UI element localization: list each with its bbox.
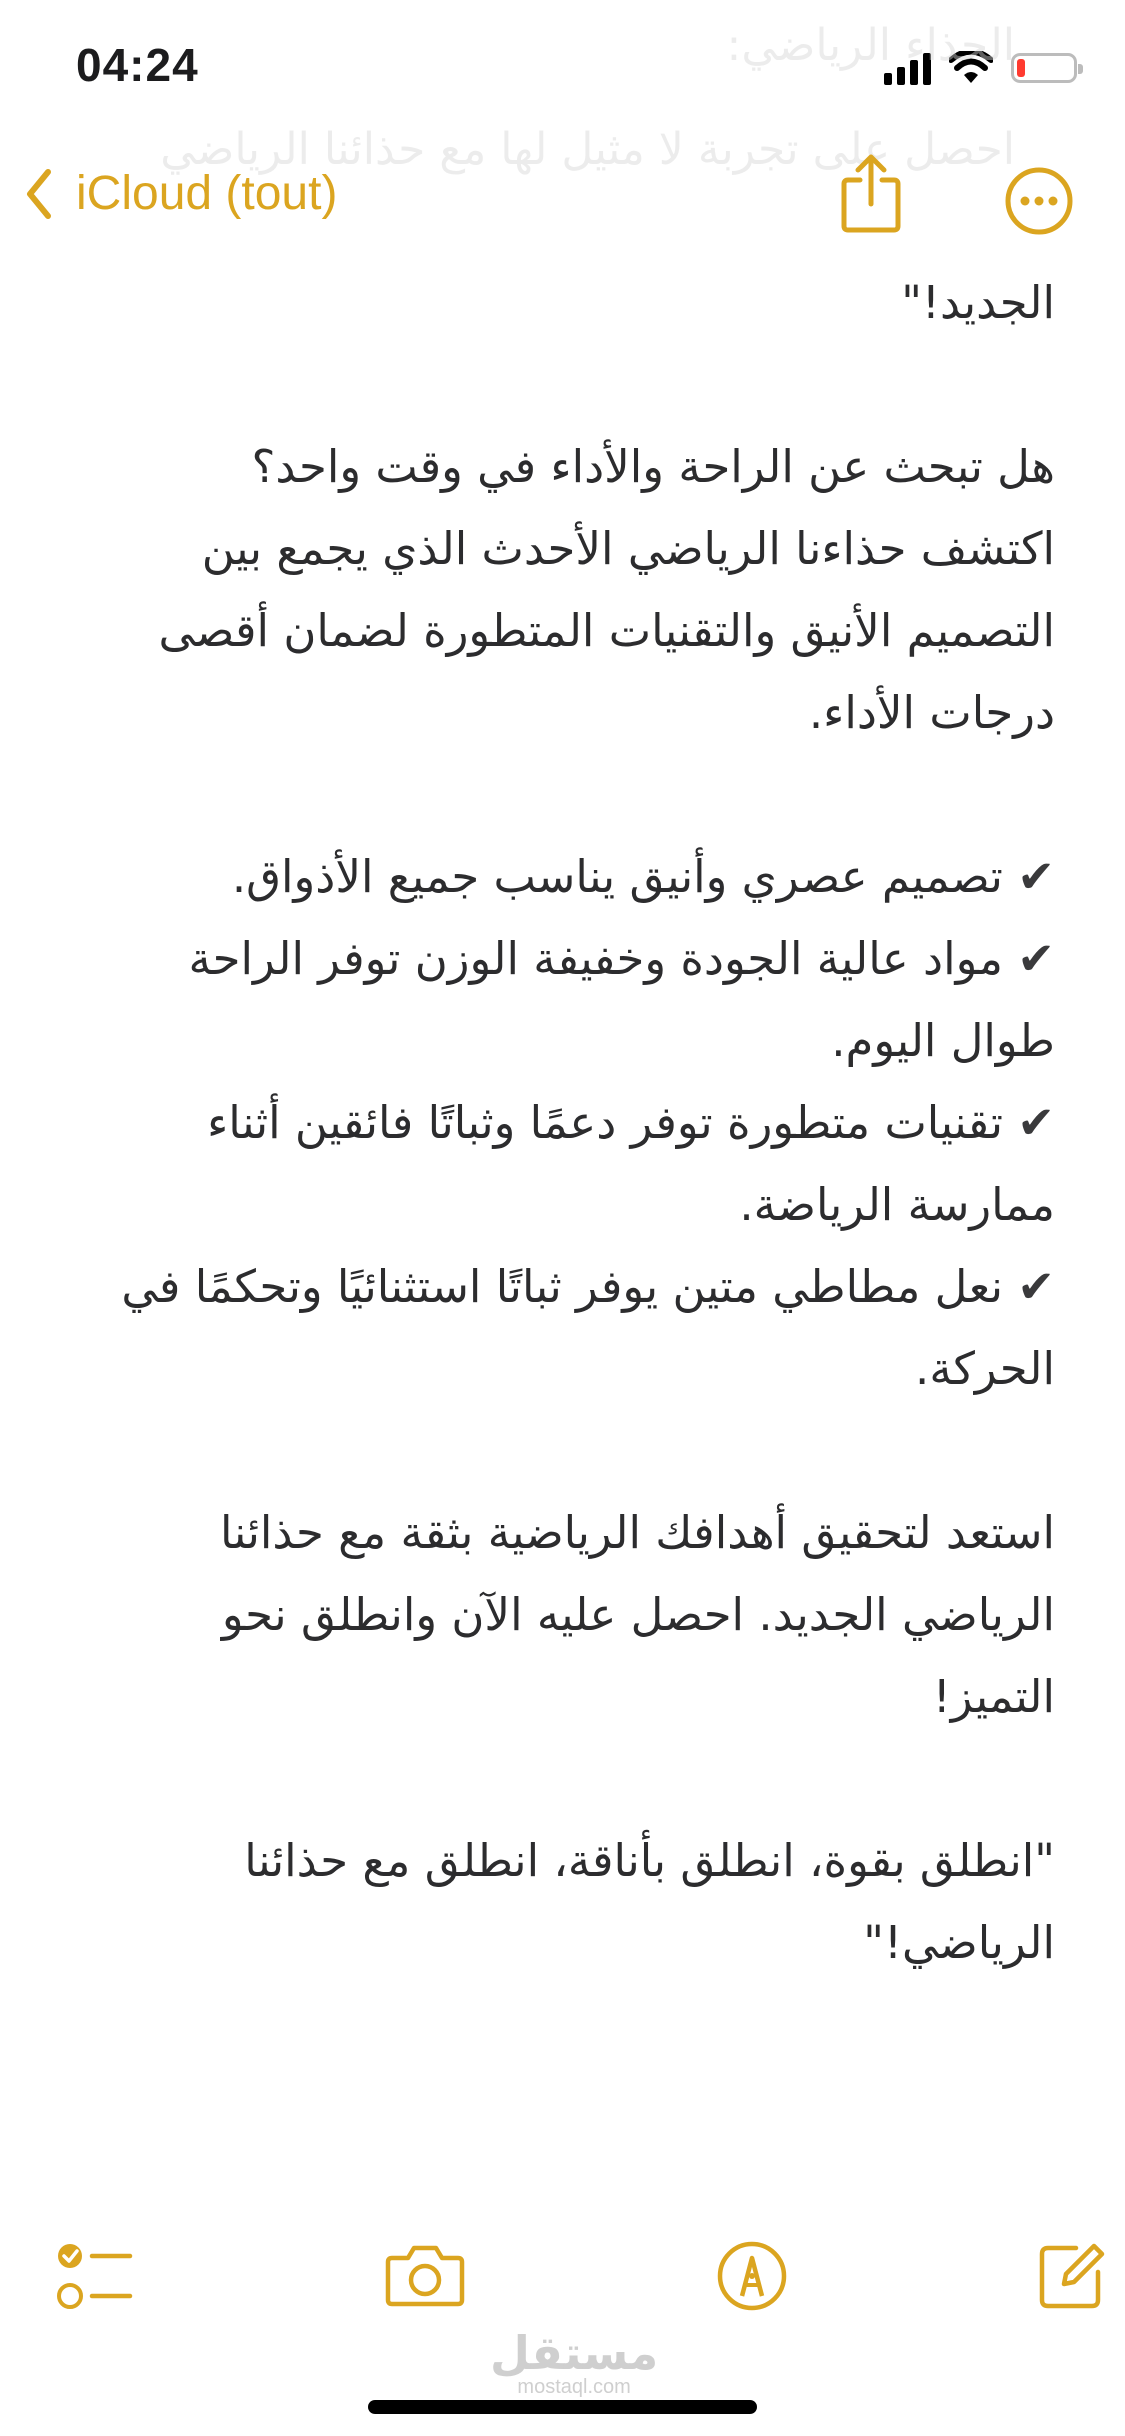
watermark-logo [490,2326,658,2399]
note-paragraph: اكتشف حذاءنا الرياضي الأحدث الذي يجمع بين التصميم الأنيق والتقنيات المتطورة لضمان أقصى درجات الأداء. [158,522,1055,739]
checkmark-icon: ✔ [1017,1096,1055,1149]
bullet-text: مواد عالية الجودة وخفيفة الوزن توفر الراحة طوال اليوم. [188,932,1055,1067]
back-button-label: iCloud (tout) [76,167,338,220]
home-indicator[interactable] [368,2400,757,2414]
share-icon [838,150,904,236]
checkmark-icon: ✔ [1017,1260,1055,1313]
note-slogan: "انطلق بقوة، انطلق بأناقة، انطلق مع حذائنا الرياضي!" [244,1834,1055,1969]
compose-icon [1036,2240,1108,2312]
markup-button[interactable] [716,2240,788,2316]
scrolled-text-line: احصل على تجربة لا مثيل لها مع حذائنا الرياضي [160,124,1015,175]
note-body[interactable] [110,262,1055,1984]
bullet-item [110,836,1055,918]
scrolled-text-line: الحذاء الرياضي: [726,20,1015,71]
navigation-bar [0,140,1125,260]
checkmark-icon: ✔ [1017,850,1055,903]
status-time: 04:24 [76,39,199,91]
bullet-item [110,1246,1055,1410]
ellipsis-circle-icon [1004,166,1074,236]
note-line: الجديد!" [901,276,1055,329]
compose-button[interactable] [1036,2240,1108,2316]
checklist-icon [54,2240,134,2314]
camera-button[interactable] [384,2240,466,2314]
battery-level [1017,59,1025,77]
bullet-text: نعل مطاطي متين يوفر ثباتًا استثنائيًا وتحكمًا في الحركة. [121,1260,1055,1395]
watermark-latin: mostaql.com [517,2376,631,2398]
note-paragraph: استعد لتحقيق أهدافك الرياضية بثقة مع حذائنا الرياضي الجديد. احصل عليه الآن وانطلق نحو التميز! [220,1506,1055,1723]
checklist-button[interactable] [54,2240,134,2318]
bottom-toolbar [0,2218,1125,2338]
bullet-text: تقنيات متطورة توفر دعمًا وثباتًا فائقين أثناء ممارسة الرياضة. [207,1096,1055,1231]
note-line: هل تبحث عن الراحة والأداء في وقت واحد؟ [251,440,1055,493]
chevron-left-icon [24,168,54,220]
battery-icon [1011,53,1077,83]
share-button[interactable] [838,150,904,240]
bullet-item [110,1082,1055,1246]
bullet-item [110,918,1055,1082]
bullet-text: تصميم عصري وأنيق يناسب جميع الأذواق. [231,850,1003,903]
more-button[interactable] [1004,166,1074,240]
checkmark-icon: ✔ [1017,932,1055,985]
watermark-arabic: مستقل [490,2326,659,2380]
camera-icon [384,2240,466,2310]
pen-tip-icon [716,2240,788,2312]
back-button[interactable] [24,166,337,221]
